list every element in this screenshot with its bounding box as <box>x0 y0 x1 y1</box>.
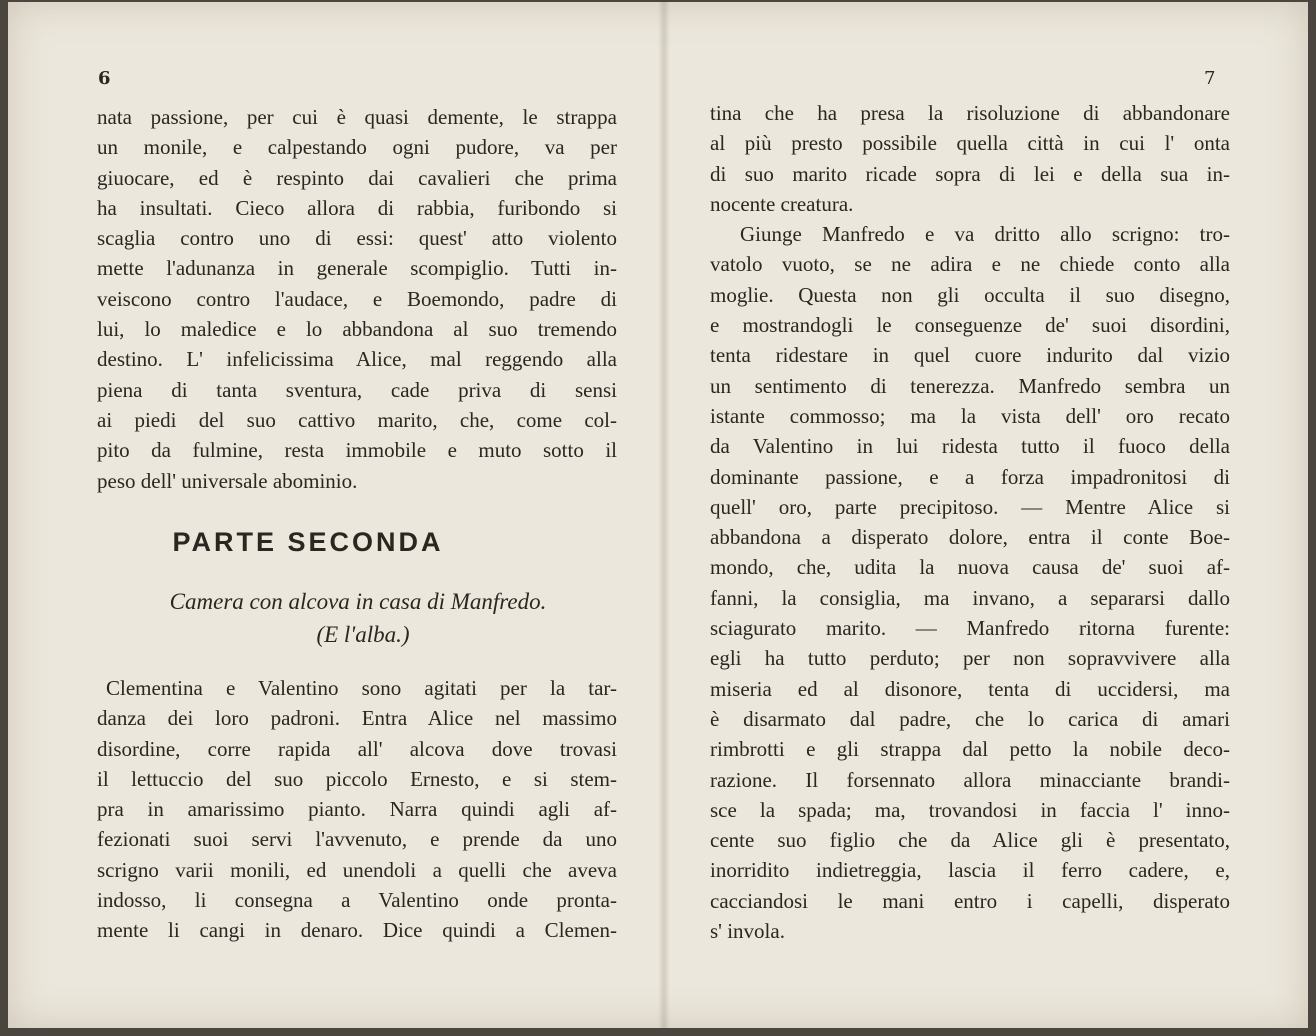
text-line: sciagurato marito. — Manfredo ritorna furente: <box>710 616 1230 641</box>
text-line: cacciandosi le mani entro i capelli, disperato <box>710 888 1230 913</box>
text-line: scrigno varii monili, ed unendoli a quelli che aveva <box>97 857 617 882</box>
text-line: rimbrotti e gli strappa dal petto la nobile deco- <box>710 737 1230 762</box>
section-heading: PARTE SECONDA <box>172 527 444 557</box>
text-line: lui, lo maledice e lo abbandona al suo tremendo <box>97 317 617 342</box>
text-line: sce la spada; ma, trovandosi in faccia l' inno- <box>710 797 1230 822</box>
text-line: inorridito indietreggia, lascia il ferro cadere, e, <box>710 858 1230 883</box>
text-line: disordine, corre rapida all' alcova dove trovasi <box>97 736 617 761</box>
right-page <box>668 2 1308 1028</box>
text-line: quell' oro, parte precipitoso. — Mentre Alice si <box>710 494 1230 519</box>
text-line: tenta ridestare in quel cuore indurito dal vizio <box>710 343 1230 368</box>
text-line: il lettuccio del suo piccolo Ernesto, e si stem- <box>97 766 617 791</box>
left-text-top <box>97 102 617 496</box>
text-line: dominante passione, e a forza impadronitosi di <box>710 464 1230 489</box>
text-line: e mostrandogli le conseguenze de' suoi disordini, <box>710 313 1230 338</box>
left-text-bottom <box>97 673 617 946</box>
text-line: di suo marito ricade sopra di lei e della sua in- <box>710 161 1230 186</box>
page-number-right: 7 <box>1204 68 1216 89</box>
text-line: pra in amarissimo pianto. Narra quindi agli af- <box>97 797 617 822</box>
text-line: danza dei loro padroni. Entra Alice nel massimo <box>97 706 617 731</box>
text-line: mette l'adunanza in generale scompiglio. Tutti in- <box>97 256 617 281</box>
text-line: tina che ha presa la risoluzione di abbandonare <box>710 101 1230 125</box>
text-line: mente li cangi in denaro. Dice quindi a Clemen- <box>97 918 617 943</box>
text-line: razione. Il forsennato allora minacciante brandi- <box>710 767 1230 792</box>
page-number-left: 6 <box>98 68 111 89</box>
scene-time: (E l'alba.) <box>316 622 410 647</box>
text-line: al più presto possibile quella città in cui l' onta <box>710 131 1230 156</box>
text-line: fezionati suoi servi l'avvenuto, e prende da uno <box>97 827 617 852</box>
text-line: Clementina e Valentino sono agitati per la tar- <box>106 676 617 700</box>
text-line: scaglia contro uno di essi: quest' atto violento <box>97 226 617 251</box>
text-line: giuocare, ed è respinto dai cavalieri che prima <box>97 165 617 190</box>
right-text <box>710 98 1230 946</box>
text-line: peso dell' universale abominio. <box>97 468 358 493</box>
text-line: indosso, li consegna a Valentino onde pronta- <box>97 888 617 913</box>
text-line: miseria ed al disonore, tenta di uccidersi, ma <box>710 676 1230 701</box>
text-line: ai piedi del suo cattivo marito, che, come col- <box>97 407 617 432</box>
text-line: pito da fulmine, resta immobile e muto sotto il <box>97 438 617 463</box>
text-line: vatolo vuoto, se ne adira e ne chiede conto alla <box>710 252 1230 277</box>
text-line: moglie. Questa non gli occulta il suo disegno, <box>710 282 1230 307</box>
text-line: Giunge Manfredo e va dritto allo scrigno: tro- <box>740 222 1230 247</box>
scene-description: Camera con alcova in casa di Manfredo. <box>169 589 547 614</box>
text-line: abbandona a disperato dolore, entra il conte Boe- <box>710 525 1230 550</box>
text-line: cente suo figlio che da Alice gli è presentato, <box>710 828 1230 853</box>
text-line: ha insultati. Cieco allora di rabbia, furibondo si <box>97 195 617 220</box>
left-page <box>8 2 658 1028</box>
text-line: è disarmato dal padre, che lo carica di amari <box>710 706 1230 731</box>
text-line: un monile, e calpestando ogni pudore, va per <box>97 135 617 160</box>
text-line: istante commosso; ma la vista dell' oro recato <box>710 403 1230 428</box>
text-line: fanni, la consiglia, ma invano, a separarsi dallo <box>710 585 1230 610</box>
book-spread <box>8 2 1308 1028</box>
text-line: veiscono contro l'audace, e Boemondo, padre di <box>97 286 617 311</box>
text-line: mondo, che, udita la nuova causa de' suoi af- <box>710 555 1230 580</box>
text-line: nata passione, per cui è quasi demente, le strappa <box>97 105 617 129</box>
text-line: egli ha tutto perduto; per non sopravvivere alla <box>710 646 1230 671</box>
text-line: un sentimento di tenerezza. Manfredo sembra un <box>710 373 1230 398</box>
text-line: s' invola. <box>710 919 785 944</box>
text-line: destino. L' infelicissima Alice, mal reggendo alla <box>97 347 617 372</box>
text-line: da Valentino in lui ridesta tutto il fuoco della <box>710 434 1230 459</box>
text-line: nocente creatura. <box>710 191 854 216</box>
text-line: piena di tanta sventura, cade priva di sensi <box>97 377 617 402</box>
